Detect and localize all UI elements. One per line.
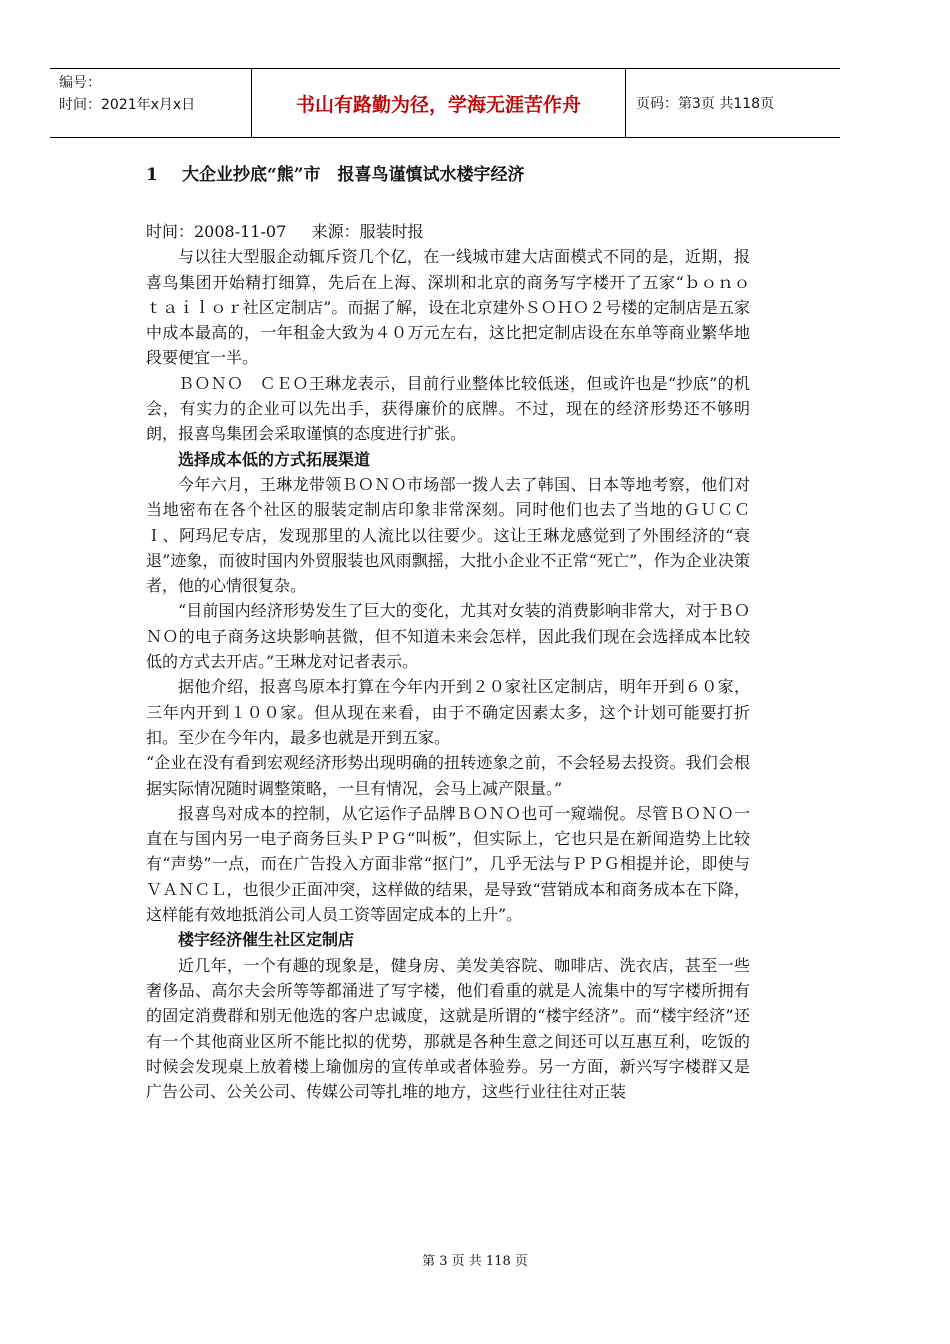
page-footer: 第 3 页 共 118 页 bbox=[422, 1254, 528, 1269]
section-heading: 选择成本低的方式拓展渠道 bbox=[178, 449, 371, 469]
page-info: 页码：第3页 共118页 bbox=[636, 96, 775, 112]
article-title bbox=[146, 160, 525, 185]
article-body bbox=[146, 219, 767, 1104]
article-title-text: 大企业抄底“熊”市 报喜鸟谨慎试水楼宇经济 bbox=[182, 165, 525, 185]
date-label: 时间：2021年x月x日 bbox=[59, 97, 196, 113]
doc-number-label: 编号： bbox=[59, 75, 101, 91]
paragraph: 据他介绍，报喜鸟原本打算在今年内开到２０家社区定制店，明年开到６０家，三年内开到１００家。但从现在来看，由于不确定因素太多，这个计划可能要打折扣。至少在今年内，最多也就是开到五家。 bbox=[146, 677, 750, 747]
article-number: 1 bbox=[146, 165, 158, 185]
paragraph: “企业在没有看到宏观经济形势出现明确的扭转迹象之前，不会轻易去投资。我们会根据实际情况随时调整策略，一旦有情况，会马上减产限量。” bbox=[146, 753, 750, 798]
paragraph: 报喜鸟对成本的控制，从它运作子品牌ＢＯＮＯ也可一窥端倪。尽管ＢＯＮＯ一直在与国内另一电子商务巨头ＰＰＧ“叫板”，但实际上，它也只是在新闻造势上比较有“声势”一点，而在广告投入方面非常“抠门”，几乎无法与ＰＰＧ相提并论，即使与ＶＡＮＣＬ，也很少正面冲突，这样做的结果，是导致“营销成本和商务成本在下降，这样能有效地抵消公司人员工资等固定成本的上升”。 bbox=[146, 803, 750, 925]
motto: 书山有路勤为径，学海无涯苦作舟 bbox=[252, 69, 626, 137]
section-heading: 楼宇经济催生社区定制店 bbox=[178, 930, 355, 950]
header-left-cell bbox=[50, 69, 252, 137]
paragraph: ＢＯＮＯ ＣＥＯ王琳龙表示，目前行业整体比较低迷，但或许也是“抄底”的机会，有实力的企业可以先出手，获得廉价的底牌。不过，现在的经济形势还不够明朗，报喜鸟集团会采取谨慎的态度进行扩张。 bbox=[146, 373, 750, 444]
article-meta: 时间：2008-11-07 来源：服装时报 bbox=[146, 222, 424, 241]
page-header bbox=[50, 68, 840, 138]
paragraph: 今年六月，王琳龙带领ＢＯＮＯ市场部一拨人去了韩国、日本等地考察，他们对当地密布在各个社区的服装定制店印象非常深刻。同时他们也去了当地的ＧＵＣＣＩ、阿玛尼专店，发现那里的人流比以往要少。这让王琳龙感觉到了外围经济的“衰退”迹象，而彼时国内外贸服装也风雨飘摇，大批小企业不正常“死亡”，作为企业决策者，他的心情很复杂。 bbox=[146, 474, 750, 596]
paragraph: 近几年，一个有趣的现象是，健身房、美发美容院、咖啡店、洗衣店，甚至一些奢侈品、高尔夫会所等等都涌进了写字楼，他们看重的就是人流集中的写字楼所拥有的固定消费群和别无他选的客户忠诚度，这就是所谓的“楼宇经济”。而“楼宇经济”还有一个其他商业区所不能比拟的优势，那就是各种生意之间还可以互惠互利，吃饭的时候会发现桌上放着楼上瑜伽房的宣传单或者体验券。另一方面，新兴写字楼群又是广告公司、公关公司、传媒公司等扎堆的地方，这些行业往往对正装 bbox=[146, 955, 750, 1102]
paragraph: 与以往大型服企动辄斥资几个亿，在一线城市建大店面模式不同的是，近期，报喜鸟集团开始精打细算，先后在上海、深圳和北京的商务写字楼开了五家“ｂｏｎｏ ｔａｉｌｏｒ社区定制店”。而据了解，设在北京建外ＳＯＨＯ２号楼的定制店是五家中成本最高的，一年租金大致为４０万元左右，这比把定制店设在东单等商业繁华地段要便宜一半。 bbox=[146, 247, 767, 368]
paragraph: “目前国内经济形势发生了巨大的变化，尤其对女装的消费影响非常大，对于ＢＯＮＯ的电子商务这块影响甚微，但不知道未来会怎样，因此我们现在会选择成本比较低的方式去开店。”王琳龙对记者表示。 bbox=[146, 601, 750, 672]
